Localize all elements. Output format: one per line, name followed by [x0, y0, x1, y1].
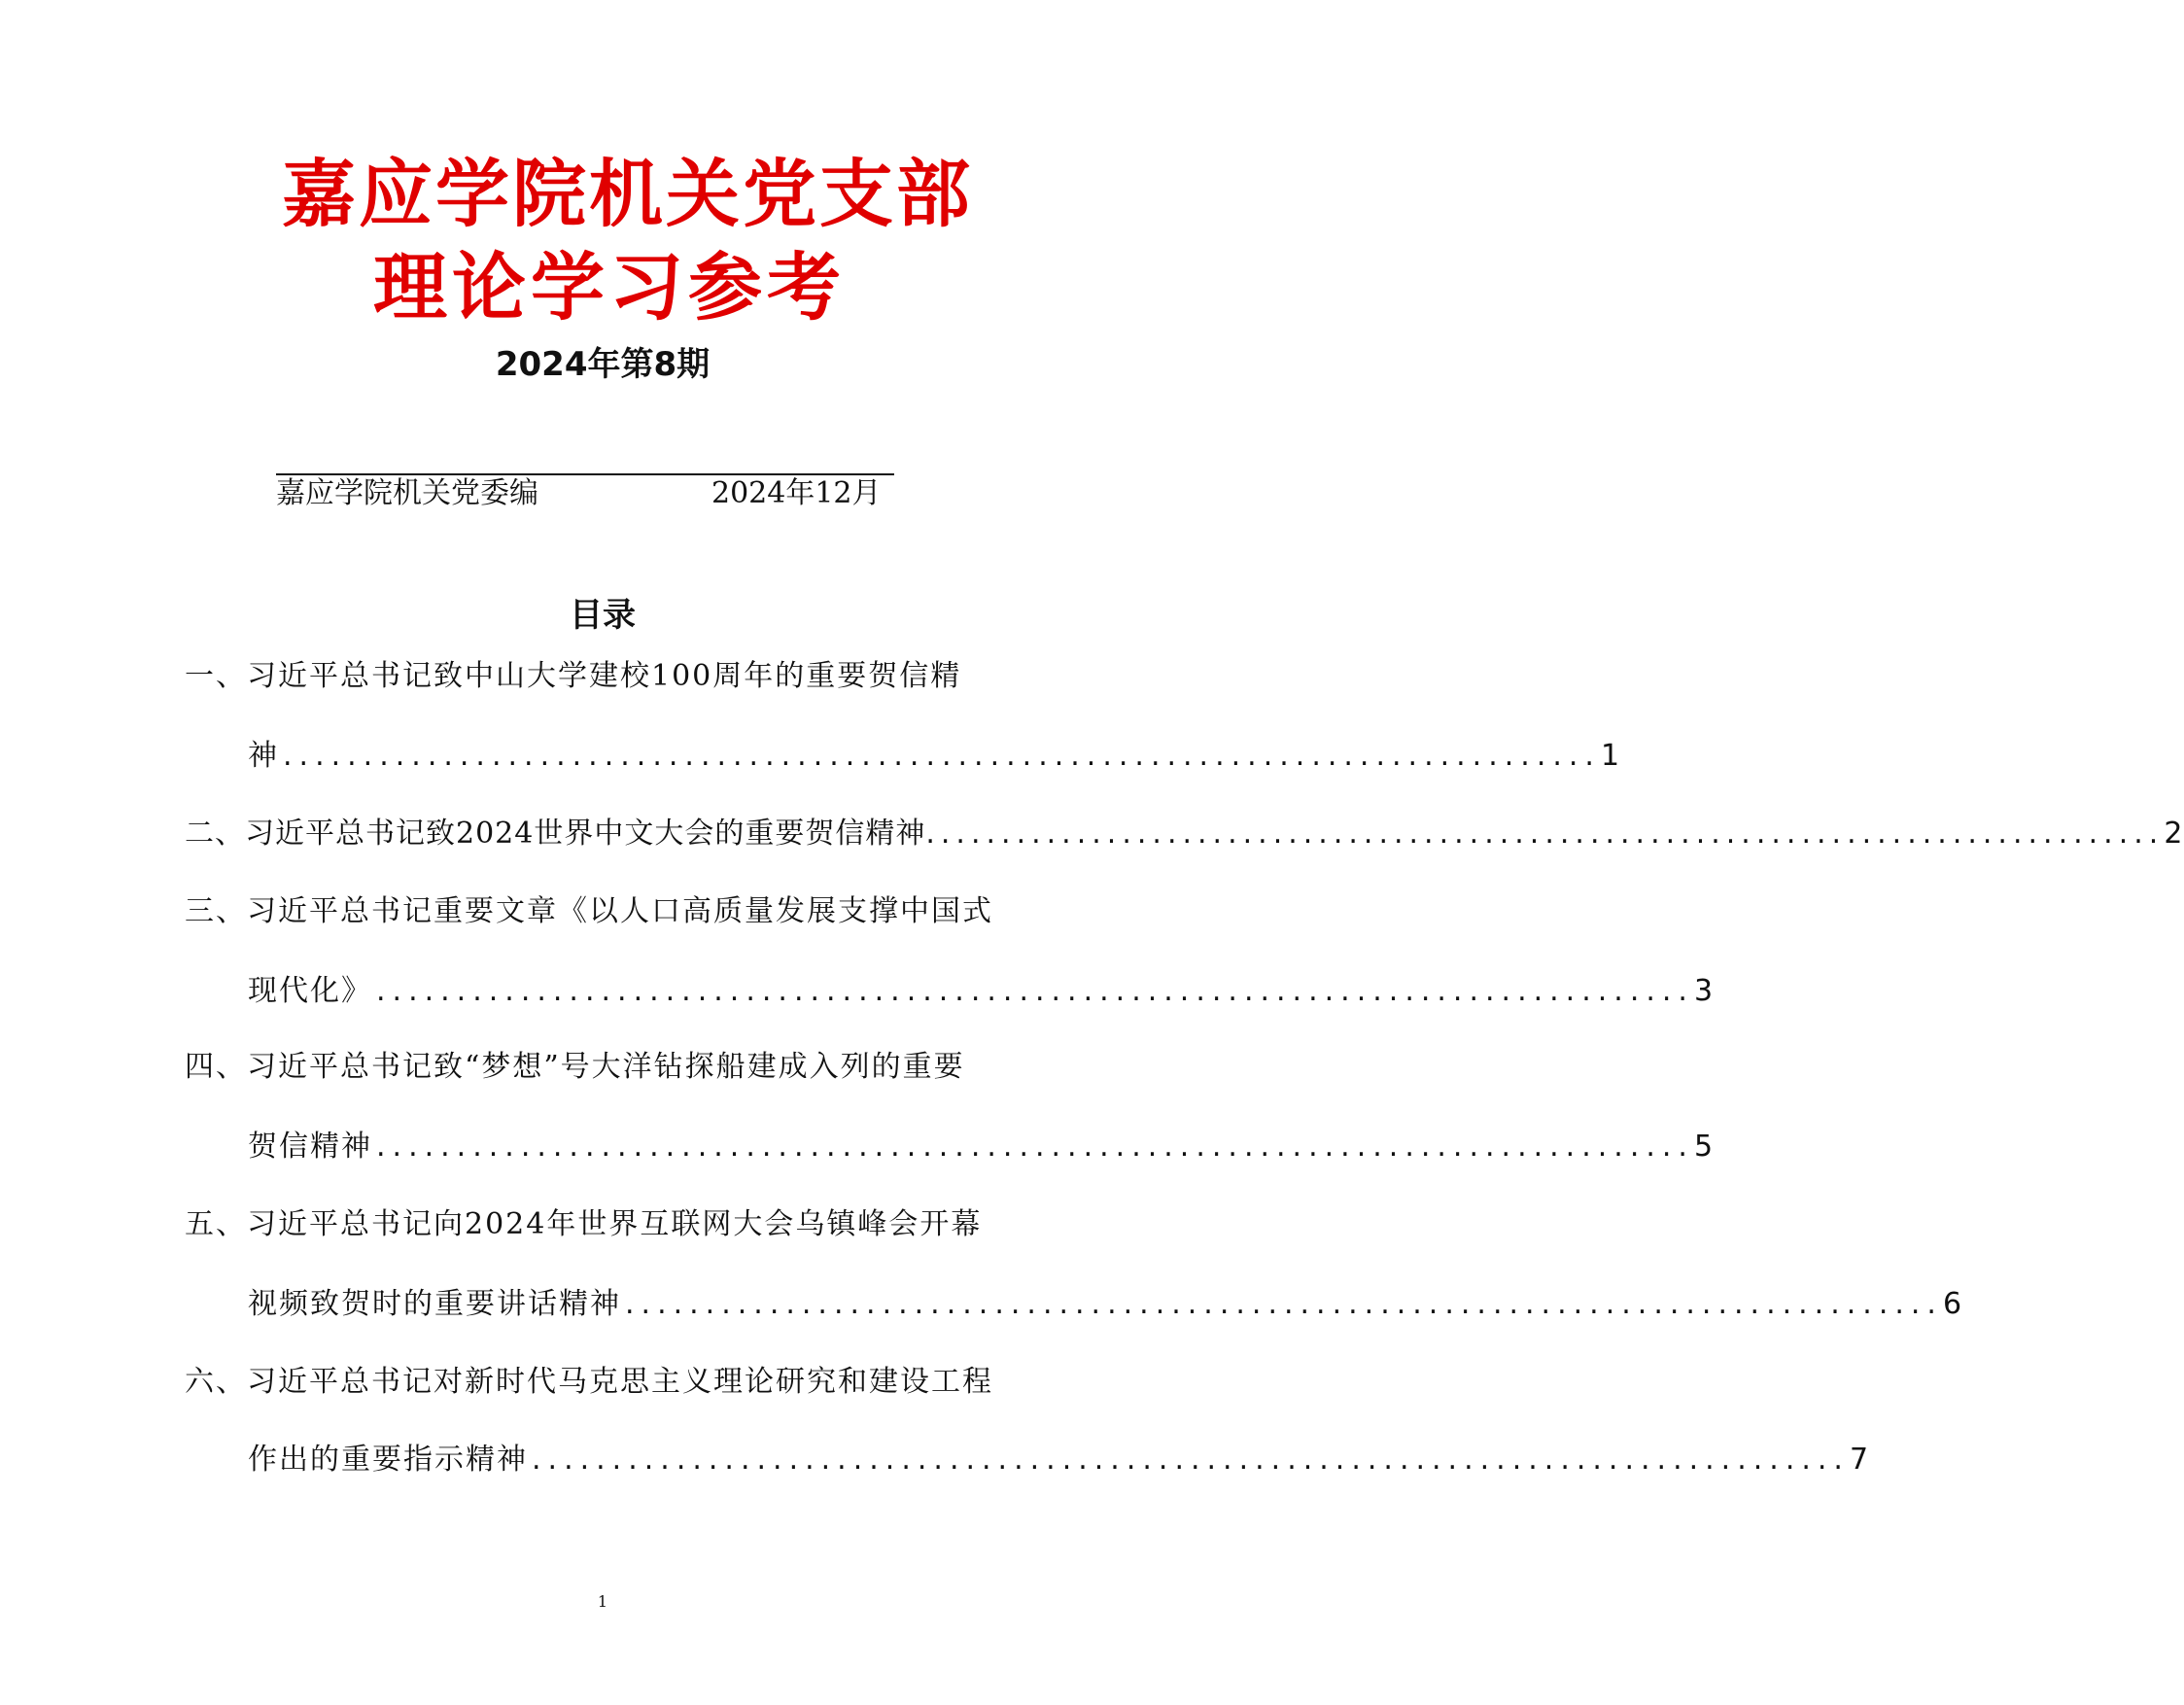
editor-line	[276, 473, 894, 510]
toc-page-number: 5	[1693, 1130, 1716, 1164]
toc-entry-text: 神	[248, 739, 279, 773]
toc-entry-5-line1[interactable]: 五、习近平总书记向2024年世界互联网大会乌镇峰会开幕	[185, 1207, 983, 1241]
toc-leader-dots: ..................................................................................	[925, 817, 2165, 851]
toc-entry-3-line2[interactable]	[248, 972, 1716, 1011]
page-number: 1	[597, 1592, 608, 1611]
toc-page-number: 1	[1600, 739, 1622, 773]
toc-entry-6-line2[interactable]	[248, 1441, 1871, 1479]
toc-entry-5-line2[interactable]	[248, 1285, 1964, 1324]
toc-entry-text: 作出的重要指示精神	[248, 1443, 528, 1477]
toc-entry-6-line1[interactable]: 六、习近平总书记对新时代马克思主义理论研究和建设工程	[185, 1365, 993, 1399]
editor-name: 嘉应学院机关党委编	[276, 476, 538, 510]
publish-date: 2024年12月	[711, 476, 882, 510]
toc-heading: 目录	[570, 596, 636, 635]
issue-number: 2024年第8期	[495, 345, 711, 384]
toc-entry-4-line2[interactable]	[248, 1128, 1716, 1166]
toc-page-number: 3	[1693, 974, 1716, 1008]
toc-entry-text: 现代化》	[248, 974, 372, 1008]
toc-page-number: 7	[1849, 1443, 1871, 1477]
toc-entry-1-line2[interactable]	[248, 737, 1622, 776]
toc-page-number: 2	[2164, 817, 2184, 851]
toc-leader-dots: ..................................................................................	[376, 1130, 1694, 1164]
toc-entry-4-line1[interactable]: 四、习近平总书记致“梦想”号大洋钻探船建成入列的重要	[185, 1050, 965, 1084]
toc-entry-1-line1[interactable]: 一、习近平总书记致中山大学建校100周年的重要贺信精	[185, 659, 962, 693]
document-title-line-1: 嘉应学院机关党支部	[282, 151, 973, 237]
toc-leader-dots: ..................................................................................	[283, 739, 1601, 773]
toc-leader-dots: ..................................................................................	[532, 1443, 1850, 1477]
toc-entry-text: 二、习近平总书记致2024世界中文大会的重要贺信精神	[185, 817, 926, 851]
toc-entry-text: 贺信精神	[248, 1130, 372, 1164]
toc-entry-3-line1[interactable]: 三、习近平总书记重要文章《以人口高质量发展支撑中国式	[185, 894, 993, 928]
toc-page-number: 6	[1942, 1287, 1964, 1321]
toc-entry-text: 视频致贺时的重要讲话精神	[248, 1287, 621, 1321]
document-title-line-2: 理论学习参考	[373, 244, 846, 331]
toc-entry-2[interactable]	[185, 815, 2184, 853]
toc-leader-dots: ..................................................................................	[625, 1287, 1943, 1321]
toc-leader-dots: ..................................................................................	[376, 974, 1694, 1008]
